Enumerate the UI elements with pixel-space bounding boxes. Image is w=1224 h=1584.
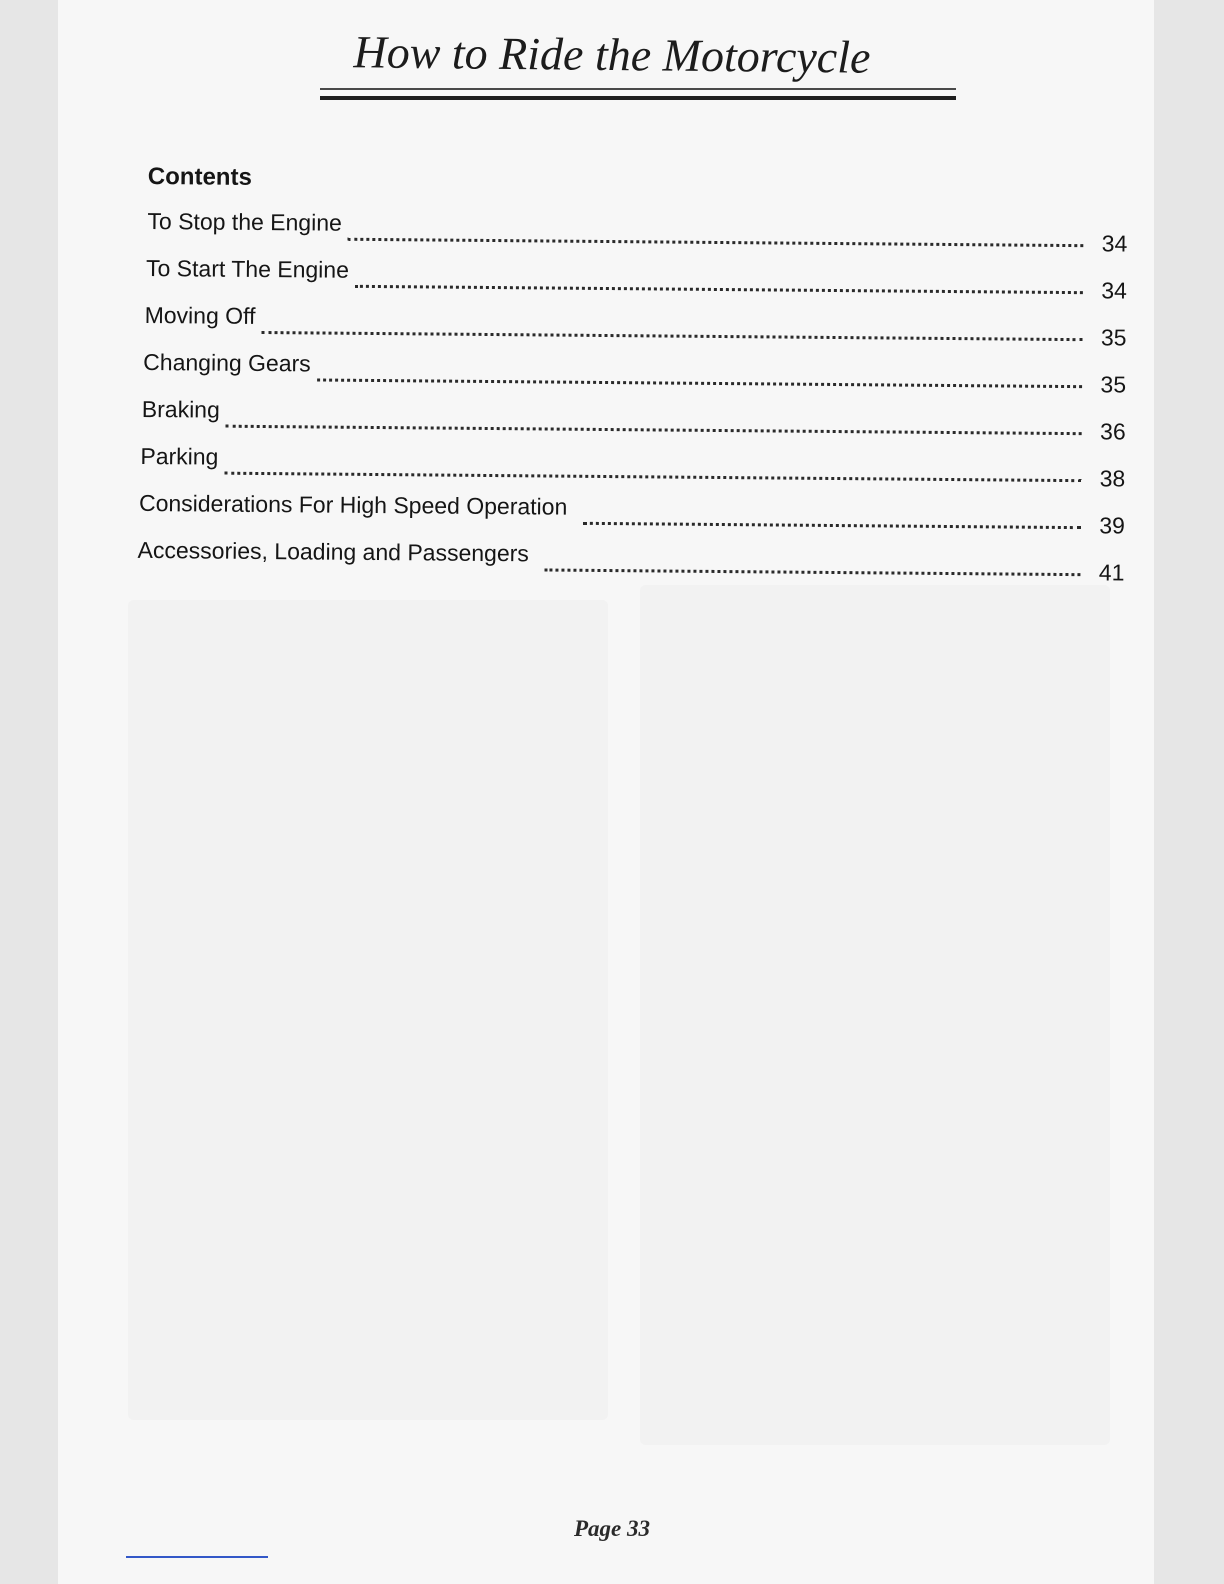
toc-entry-label: To Start The Engine [145,254,350,283]
toc-entry[interactable] [144,296,1126,352]
toc-entry-page: 36 [1099,418,1126,445]
title-rule-thick [320,96,956,100]
page-title: How to Ride the Motorcycle [353,26,871,83]
link-underline [126,1556,268,1558]
toc-entry-label: Considerations For High Speed Operation [138,489,568,520]
page-number: Page 33 [573,1516,650,1541]
toc-entry[interactable] [143,343,1126,399]
title-rule-thin [320,88,956,90]
toc-entry-page: 38 [1099,465,1126,492]
contents-heading: Contents [147,162,252,191]
toc-entry[interactable] [142,390,1126,446]
toc-leader-dots [261,331,1082,341]
toc-entry[interactable] [146,249,1127,305]
toc-leader-dots [226,425,1082,435]
toc-entry-label: To Stop the Engine [147,207,342,236]
toc-entry-label: Accessories, Loading and Passengers [137,536,529,567]
toc-leader-dots [355,285,1083,294]
show-through-left [128,600,608,1420]
toc-entry-page: 35 [1100,371,1127,398]
toc-entry-label: Changing Gears [143,348,311,377]
table-of-contents [137,162,1128,587]
toc-entry-page: 41 [1098,559,1125,586]
show-through-right [640,585,1110,1445]
toc-leader-dots [317,378,1082,388]
toc-entry[interactable] [139,484,1125,540]
toc-entry[interactable] [140,437,1125,493]
toc-entry[interactable] [147,202,1127,258]
toc-leader-dots [224,472,1081,482]
toc-entry-label: Braking [141,395,220,423]
toc-leader-dots [583,522,1081,529]
toc-entry-page: 35 [1100,324,1127,351]
toc-entry-label: Parking [140,442,219,470]
toc-entry-page: 34 [1101,230,1128,257]
toc-entry[interactable] [137,531,1124,587]
toc-entry-label: Moving Off [144,301,256,329]
toc-leader-dots [348,238,1084,247]
toc-entry-page: 39 [1099,512,1125,539]
toc-leader-dots [545,568,1081,576]
toc-entry-page: 34 [1101,277,1128,304]
